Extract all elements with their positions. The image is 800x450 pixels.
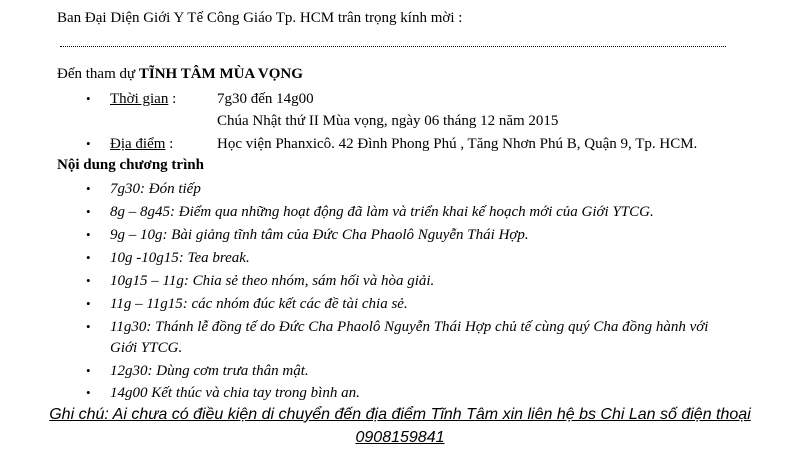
- bullet-icon: •: [86, 363, 91, 378]
- bullet-icon: •: [86, 385, 91, 400]
- program-item: 14g00 Kết thúc và chia tay trong bình an.: [110, 385, 360, 401]
- program-item: 11g30: Thánh lễ đồng tế do Đức Cha Phaolô Nguyễn Thái Hợp chủ tế cùng quý Cha đồng hành với: [110, 319, 709, 335]
- program-item: 10g -10g15: Tea break.: [110, 250, 250, 266]
- program-title: Nội dung chương trình: [57, 157, 204, 173]
- program-item: 7g30: Đón tiếp: [110, 181, 201, 197]
- bullet-icon: •: [86, 227, 91, 242]
- dotted-fill-line: [60, 36, 726, 47]
- place-label: Địa điểm :: [110, 136, 174, 152]
- bullet-icon: •: [86, 273, 91, 288]
- program-item: 9g – 10g: Bài giảng tĩnh tâm của Đức Cha Phaolô Nguyễn Thái Hợp.: [110, 227, 529, 243]
- time-value: 7g30 đến 14g00: [217, 91, 314, 107]
- attend-prefix: Đến tham dự: [57, 66, 139, 82]
- invitation-line: Ban Đại Diện Giới Y Tế Công Giáo Tp. HCM trân trọng kính mời :: [57, 10, 463, 26]
- time-label: Thời gian :: [110, 91, 177, 107]
- program-item-continuation: Giới YTCG.: [110, 340, 183, 356]
- bullet-icon: •: [86, 136, 91, 151]
- program-item: 8g – 8g45: Điểm qua những hoạt động đã làm và triển khai kế hoạch mới của Giới YTCG.: [110, 204, 654, 220]
- bullet-icon: •: [86, 319, 91, 334]
- program-item: 11g – 11g15: các nhóm đúc kết các đề tài chia sẻ.: [110, 296, 408, 312]
- place-value: Học viện Phanxicô. 42 Đình Phong Phú , Tăng Nhơn Phú B, Quận 9, Tp. HCM.: [217, 136, 698, 152]
- bullet-icon: •: [86, 204, 91, 219]
- note-phone: 0908159841: [355, 429, 445, 446]
- event-title: TĨNH TÂM MÙA VỌNG: [138, 66, 303, 82]
- bullet-icon: •: [86, 91, 91, 106]
- program-item: 12g30: Dùng cơm trưa thân mật.: [110, 363, 309, 379]
- bullet-icon: •: [86, 296, 91, 311]
- note-line: Ghi chú: Ai chưa có điều kiện di chuyển đến địa điểm Tĩnh Tâm xin liên hệ bs Chi Lan số điện thoại: [49, 406, 751, 423]
- bullet-icon: •: [86, 250, 91, 265]
- time-date: Chúa Nhật thứ II Mùa vọng, ngày 06 tháng 12 năm 2015: [217, 113, 559, 129]
- bullet-icon: •: [86, 181, 91, 196]
- program-item: 10g15 – 11g: Chia sẻ theo nhóm, sám hối và hòa giải.: [110, 273, 435, 289]
- attend-line: [57, 65, 303, 83]
